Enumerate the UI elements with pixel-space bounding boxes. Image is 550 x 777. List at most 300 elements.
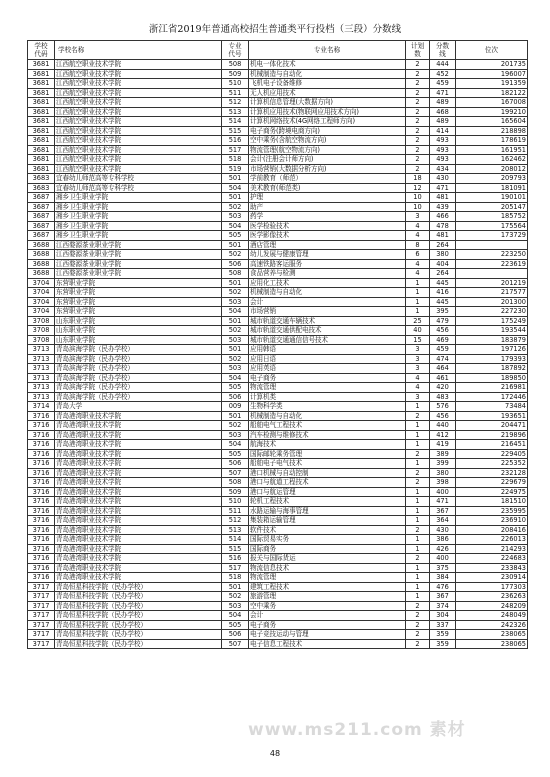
school-name-cell: 东营职业学院 <box>55 288 222 298</box>
school-code-cell: 3713 <box>28 392 55 402</box>
major-code-cell: 501 <box>222 240 249 250</box>
header-major-code: 专业 代号 <box>222 41 249 60</box>
plan-cell: 1 <box>406 288 430 298</box>
school-code-cell: 3704 <box>28 297 55 307</box>
plan-cell: 1 <box>406 497 430 507</box>
major-name-cell: 港口与航道工程技术 <box>249 478 406 488</box>
score-cell: 481 <box>430 193 456 203</box>
table-row <box>28 440 528 450</box>
major-name-cell: 会计(注册会计师方向) <box>249 155 406 165</box>
major-name-cell: 护理 <box>249 193 406 203</box>
major-name-cell: 建筑工程技术 <box>249 582 406 592</box>
rank-cell: 175564 <box>456 221 528 231</box>
plan-cell: 1 <box>406 307 430 317</box>
school-name-cell: 湘乡卫生职业学院 <box>55 221 222 231</box>
major-code-cell: 502 <box>222 326 249 336</box>
school-code-cell: 3716 <box>28 563 55 573</box>
score-cell: 468 <box>430 107 456 117</box>
plan-cell: 1 <box>406 544 430 554</box>
rank-cell: 209793 <box>456 174 528 184</box>
score-cell: 493 <box>430 145 456 155</box>
header-plan: 计划 数 <box>406 41 430 60</box>
major-code-cell: 506 <box>222 459 249 469</box>
rank-cell: 218898 <box>456 126 528 136</box>
table-row <box>28 221 528 231</box>
school-name-cell: 青岛港湾职业技术学院 <box>55 563 222 573</box>
school-code-cell: 3716 <box>28 487 55 497</box>
score-cell: 471 <box>430 497 456 507</box>
school-code-cell: 3716 <box>28 525 55 535</box>
major-code-cell: 503 <box>222 601 249 611</box>
table-row <box>28 269 528 279</box>
rank-cell: 179393 <box>456 354 528 364</box>
rank-cell: 189850 <box>456 373 528 383</box>
school-code-cell: 3716 <box>28 430 55 440</box>
school-name-cell: 山东职业学院 <box>55 335 222 345</box>
score-cell: 459 <box>430 345 456 355</box>
school-name-cell: 青岛滨海学院（民办学校） <box>55 345 222 355</box>
school-name-cell: 青岛港湾职业技术学院 <box>55 449 222 459</box>
plan-cell: 2 <box>406 79 430 89</box>
rank-cell: 216981 <box>456 383 528 393</box>
table-row <box>28 497 528 507</box>
table-row <box>28 297 528 307</box>
major-code-cell: 502 <box>222 354 249 364</box>
major-name-cell: 轮机工程技术 <box>249 497 406 507</box>
table-row <box>28 259 528 269</box>
major-name-cell: 机械制造与自动化 <box>249 288 406 298</box>
school-name-cell: 青岛滨海学院（民办学校） <box>55 373 222 383</box>
table-row <box>28 430 528 440</box>
school-name-cell: 东营职业学院 <box>55 307 222 317</box>
table-row <box>28 487 528 497</box>
table-body <box>28 60 528 649</box>
page-number: 48 <box>269 749 281 758</box>
school-code-cell: 3683 <box>28 174 55 184</box>
major-name-cell: 空中乘务 <box>249 601 406 611</box>
major-name-cell: 汽车检测与维修技术 <box>249 430 406 440</box>
plan-cell: 2 <box>406 525 430 535</box>
major-code-cell: 502 <box>222 592 249 602</box>
school-code-cell: 3688 <box>28 240 55 250</box>
major-name-cell: 报关与国际货运 <box>249 554 406 564</box>
school-code-cell: 3716 <box>28 516 55 526</box>
plan-cell: 1 <box>406 402 430 412</box>
major-name-cell: 美术教育(师范类) <box>249 183 406 193</box>
score-cell: 412 <box>430 430 456 440</box>
plan-cell: 2 <box>406 69 430 79</box>
score-cell: 456 <box>430 411 456 421</box>
major-code-cell: 503 <box>222 430 249 440</box>
school-name-cell: 东营职业学院 <box>55 278 222 288</box>
plan-cell: 1 <box>406 535 430 545</box>
school-name-cell: 青岛港湾职业技术学院 <box>55 554 222 564</box>
plan-cell: 4 <box>406 231 430 241</box>
plan-cell: 2 <box>406 620 430 630</box>
school-code-cell: 3681 <box>28 107 55 117</box>
major-name-cell: 物流管理 <box>249 383 406 393</box>
major-code-cell: 513 <box>222 525 249 535</box>
school-name-cell: 青岛港湾职业技术学院 <box>55 487 222 497</box>
plan-cell: 2 <box>406 117 430 127</box>
school-name-cell: 青岛恒星科技学院（民办学校） <box>55 611 222 621</box>
rank-cell: 162462 <box>456 155 528 165</box>
major-name-cell: 软件技术 <box>249 525 406 535</box>
school-name-cell: 青岛港湾职业技术学院 <box>55 440 222 450</box>
school-name-cell: 江西航空职业技术学院 <box>55 126 222 136</box>
school-name-cell: 青岛港湾职业技术学院 <box>55 430 222 440</box>
plan-cell: 4 <box>406 221 430 231</box>
school-code-cell: 3681 <box>28 117 55 127</box>
school-code-cell: 3716 <box>28 535 55 545</box>
table-row <box>28 544 528 554</box>
school-code-cell: 3687 <box>28 212 55 222</box>
school-name-cell: 江西航空职业技术学院 <box>55 107 222 117</box>
plan-cell: 15 <box>406 335 430 345</box>
rank-cell: 227230 <box>456 307 528 317</box>
major-name-cell: 无人机应用技术 <box>249 88 406 98</box>
rank-cell: 182122 <box>456 88 528 98</box>
header-rank: 位次 <box>456 41 528 60</box>
school-code-cell: 3681 <box>28 69 55 79</box>
major-code-cell: 501 <box>222 582 249 592</box>
major-code-cell: 501 <box>222 193 249 203</box>
rank-cell: 224975 <box>456 487 528 497</box>
major-code-cell: 501 <box>222 411 249 421</box>
plan-cell: 2 <box>406 164 430 174</box>
rank-cell: 196007 <box>456 69 528 79</box>
plan-cell: 3 <box>406 212 430 222</box>
major-name-cell: 水路运输与海事管理 <box>249 506 406 516</box>
rank-cell: 181091 <box>456 183 528 193</box>
major-name-cell: 会计 <box>249 611 406 621</box>
score-cell: 395 <box>430 307 456 317</box>
major-code-cell: 501 <box>222 278 249 288</box>
table-row <box>28 478 528 488</box>
table-row <box>28 639 528 649</box>
table-row <box>28 107 528 117</box>
school-code-cell: 3713 <box>28 354 55 364</box>
plan-cell: 18 <box>406 174 430 184</box>
school-code-cell: 3717 <box>28 620 55 630</box>
rank-cell: 219896 <box>456 430 528 440</box>
major-name-cell: 计算机网络技术(4G网络工程师方向) <box>249 117 406 127</box>
major-name-cell: 物流管理 <box>249 573 406 583</box>
school-name-cell: 湘乡卫生职业学院 <box>55 202 222 212</box>
rank-cell: 172446 <box>456 392 528 402</box>
table-row <box>28 468 528 478</box>
plan-cell: 2 <box>406 611 430 621</box>
score-cell: 452 <box>430 69 456 79</box>
school-name-cell: 青岛港湾职业技术学院 <box>55 421 222 431</box>
table-row <box>28 535 528 545</box>
school-code-cell: 3717 <box>28 630 55 640</box>
table-row <box>28 250 528 260</box>
score-cell: 478 <box>430 221 456 231</box>
rank-cell: 229405 <box>456 449 528 459</box>
major-code-cell: 505 <box>222 231 249 241</box>
header-school-name: 学校名称 <box>55 41 222 60</box>
rank-cell: 226013 <box>456 535 528 545</box>
school-code-cell: 3681 <box>28 136 55 146</box>
major-code-cell: 511 <box>222 506 249 516</box>
table-row <box>28 278 528 288</box>
rank-cell: 193651 <box>456 411 528 421</box>
school-name-cell: 青岛大学 <box>55 402 222 412</box>
score-cell: 489 <box>430 117 456 127</box>
table-row <box>28 516 528 526</box>
major-code-cell: 517 <box>222 145 249 155</box>
rank-cell: 238065 <box>456 639 528 649</box>
school-name-cell: 青岛滨海学院（民办学校） <box>55 354 222 364</box>
rank-cell: 204471 <box>456 421 528 431</box>
major-code-cell: 504 <box>222 307 249 317</box>
watermark: www.ms211.com 素材 <box>248 720 466 740</box>
plan-cell: 2 <box>406 60 430 70</box>
score-cell: 440 <box>430 421 456 431</box>
school-name-cell: 湘乡卫生职业学院 <box>55 231 222 241</box>
major-name-cell: 城市轨道交通车辆技术 <box>249 316 406 326</box>
score-cell: 419 <box>430 440 456 450</box>
major-name-cell: 城市轨道交通通信信号技术 <box>249 335 406 345</box>
school-name-cell: 湘乡卫生职业学院 <box>55 193 222 203</box>
major-code-cell: 511 <box>222 88 249 98</box>
header-major-name: 专业名称 <box>249 41 406 60</box>
school-code-cell: 3687 <box>28 221 55 231</box>
plan-cell: 2 <box>406 107 430 117</box>
school-code-cell: 3681 <box>28 155 55 165</box>
score-cell: 375 <box>430 563 456 573</box>
school-code-cell: 3704 <box>28 288 55 298</box>
major-name-cell: 机械制造与自动化 <box>249 411 406 421</box>
table-row <box>28 145 528 155</box>
rank-cell: 161951 <box>456 145 528 155</box>
plan-cell: 1 <box>406 582 430 592</box>
rank-cell: 199210 <box>456 107 528 117</box>
score-cell: 434 <box>430 164 456 174</box>
major-code-cell: 508 <box>222 269 249 279</box>
school-code-cell: 3716 <box>28 440 55 450</box>
table-row <box>28 554 528 564</box>
score-cell: 493 <box>430 155 456 165</box>
school-code-cell: 3708 <box>28 316 55 326</box>
school-code-cell: 3717 <box>28 601 55 611</box>
major-name-cell: 应用英语 <box>249 364 406 374</box>
major-name-cell: 药学 <box>249 212 406 222</box>
plan-cell: 4 <box>406 373 430 383</box>
score-cell: 471 <box>430 183 456 193</box>
rank-cell: 178619 <box>456 136 528 146</box>
plan-cell: 8 <box>406 240 430 250</box>
plan-cell: 1 <box>406 297 430 307</box>
school-code-cell: 3681 <box>28 164 55 174</box>
major-code-cell: 504 <box>222 440 249 450</box>
major-code-cell: 508 <box>222 478 249 488</box>
score-cell: 404 <box>430 259 456 269</box>
plan-cell: 3 <box>406 354 430 364</box>
major-name-cell: 飞机电子设备维修 <box>249 79 406 89</box>
score-cell: 445 <box>430 297 456 307</box>
table-row <box>28 601 528 611</box>
major-name-cell: 旅游管理 <box>249 592 406 602</box>
table-row <box>28 563 528 573</box>
school-name-cell: 青岛滨海学院（民办学校） <box>55 364 222 374</box>
table-row <box>28 525 528 535</box>
rank-cell: 248209 <box>456 601 528 611</box>
plan-cell: 1 <box>406 440 430 450</box>
table-row <box>28 611 528 621</box>
school-code-cell: 3713 <box>28 345 55 355</box>
rank-cell: 201735 <box>456 60 528 70</box>
plan-cell: 1 <box>406 421 430 431</box>
major-name-cell: 学前教育（师范） <box>249 174 406 184</box>
school-name-cell: 江西航空职业技术学院 <box>55 98 222 108</box>
score-cell: 359 <box>430 639 456 649</box>
score-cell: 414 <box>430 126 456 136</box>
plan-cell: 2 <box>406 639 430 649</box>
score-cell: 359 <box>430 630 456 640</box>
rank-cell: 181510 <box>456 497 528 507</box>
score-cell: 400 <box>430 487 456 497</box>
school-name-cell: 江西婺源茶业职业学院 <box>55 250 222 260</box>
header-school-code: 学校 代码 <box>28 41 55 60</box>
plan-cell: 4 <box>406 259 430 269</box>
score-cell: 380 <box>430 468 456 478</box>
table-row <box>28 88 528 98</box>
major-name-cell: 机械制造与自动化 <box>249 69 406 79</box>
plan-cell: 2 <box>406 601 430 611</box>
table-row <box>28 592 528 602</box>
school-code-cell: 3716 <box>28 554 55 564</box>
score-cell: 364 <box>430 516 456 526</box>
major-code-cell: 504 <box>222 611 249 621</box>
rank-cell: 217577 <box>456 288 528 298</box>
score-cell: 416 <box>430 288 456 298</box>
major-name-cell: 集装箱运输管理 <box>249 516 406 526</box>
school-code-cell: 3716 <box>28 573 55 583</box>
major-name-cell: 幼儿发展与健康管理 <box>249 250 406 260</box>
score-cell: 444 <box>430 60 456 70</box>
page-title: 浙江省2019年普通高校招生普通类平行投档（三段）分数线 <box>148 24 402 35</box>
rank-cell: 205147 <box>456 202 528 212</box>
score-cell: 479 <box>430 316 456 326</box>
major-code-cell: 502 <box>222 288 249 298</box>
school-name-cell: 青岛滨海学院（民办学校） <box>55 392 222 402</box>
major-name-cell: 电子信息工程技术 <box>249 639 406 649</box>
major-name-cell: 医学影像技术 <box>249 231 406 241</box>
major-code-cell: 510 <box>222 79 249 89</box>
score-cell: 456 <box>430 326 456 336</box>
score-cell: 400 <box>430 554 456 564</box>
major-code-cell: 515 <box>222 126 249 136</box>
school-name-cell: 江西航空职业技术学院 <box>55 79 222 89</box>
rank-cell: 235995 <box>456 506 528 516</box>
school-name-cell: 江西婺源茶业职业学院 <box>55 259 222 269</box>
school-code-cell: 3716 <box>28 478 55 488</box>
rank-cell: 177303 <box>456 582 528 592</box>
major-code-cell: 504 <box>222 373 249 383</box>
major-code-cell: 501 <box>222 345 249 355</box>
rank-cell: 242326 <box>456 620 528 630</box>
major-code-cell: 513 <box>222 107 249 117</box>
rank-cell: 224683 <box>456 554 528 564</box>
rank-cell: 201300 <box>456 297 528 307</box>
school-code-cell: 3708 <box>28 326 55 336</box>
major-name-cell: 国际贸易实务 <box>249 535 406 545</box>
plan-cell: 1 <box>406 459 430 469</box>
plan-cell: 2 <box>406 126 430 136</box>
rank-cell: 193544 <box>456 326 528 336</box>
plan-cell: 1 <box>406 563 430 573</box>
score-cell: 367 <box>430 506 456 516</box>
table-row <box>28 240 528 250</box>
school-name-cell: 青岛港湾职业技术学院 <box>55 573 222 583</box>
plan-cell: 4 <box>406 383 430 393</box>
plan-cell: 25 <box>406 316 430 326</box>
plan-cell: 6 <box>406 250 430 260</box>
major-code-cell: 503 <box>222 335 249 345</box>
plan-cell: 2 <box>406 554 430 564</box>
table-row <box>28 79 528 89</box>
rank-cell: 173729 <box>456 231 528 241</box>
admission-score-table <box>27 40 528 649</box>
score-cell: 386 <box>430 535 456 545</box>
school-code-cell: 3681 <box>28 145 55 155</box>
major-code-cell: 503 <box>222 364 249 374</box>
plan-cell: 1 <box>406 278 430 288</box>
school-name-cell: 山东职业学院 <box>55 326 222 336</box>
table-row <box>28 326 528 336</box>
rank-cell: 238065 <box>456 630 528 640</box>
major-code-cell: 502 <box>222 250 249 260</box>
score-cell: 493 <box>430 136 456 146</box>
plan-cell: 1 <box>406 573 430 583</box>
school-name-cell: 青岛港湾职业技术学院 <box>55 535 222 545</box>
table-row <box>28 620 528 630</box>
plan-cell: 10 <box>406 193 430 203</box>
plan-cell: 3 <box>406 392 430 402</box>
school-code-cell: 3713 <box>28 383 55 393</box>
school-name-cell: 江西航空职业技术学院 <box>55 164 222 174</box>
major-name-cell: 计算机应用技术(物联网应用技术方向) <box>249 107 406 117</box>
table-row <box>28 392 528 402</box>
table-row <box>28 449 528 459</box>
plan-cell: 2 <box>406 468 430 478</box>
table-row <box>28 98 528 108</box>
school-name-cell: 宜春幼儿师范高等专科学校 <box>55 183 222 193</box>
school-code-cell: 3688 <box>28 250 55 260</box>
major-name-cell: 物流信息技术 <box>249 563 406 573</box>
school-name-cell: 青岛港湾职业技术学院 <box>55 411 222 421</box>
table-row <box>28 364 528 374</box>
table-row <box>28 60 528 70</box>
score-cell: 476 <box>430 582 456 592</box>
rank-cell: 201219 <box>456 278 528 288</box>
major-code-cell: 505 <box>222 449 249 459</box>
plan-cell: 2 <box>406 145 430 155</box>
plan-cell: 1 <box>406 487 430 497</box>
major-name-cell: 应用化工技术 <box>249 278 406 288</box>
table-row <box>28 164 528 174</box>
school-name-cell: 江西航空职业技术学院 <box>55 117 222 127</box>
school-code-cell: 3687 <box>28 202 55 212</box>
school-code-cell: 3708 <box>28 335 55 345</box>
table-row <box>28 573 528 583</box>
major-code-cell: 518 <box>222 155 249 165</box>
plan-cell: 4 <box>406 269 430 279</box>
major-code-cell: 515 <box>222 544 249 554</box>
score-cell: 264 <box>430 240 456 250</box>
